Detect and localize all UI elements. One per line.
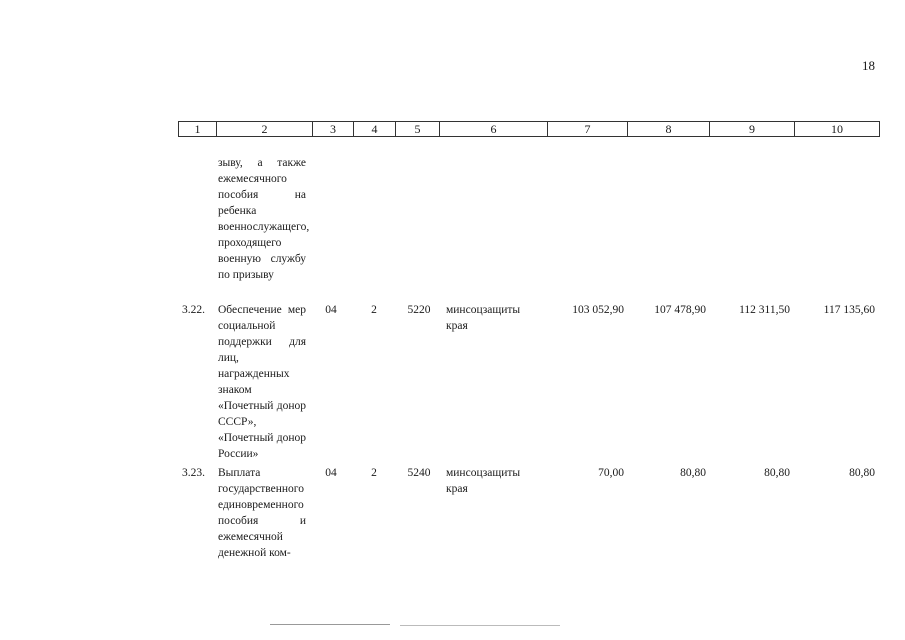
header-cell: 4 bbox=[354, 122, 396, 136]
row-col8: 107 478,90 bbox=[654, 304, 706, 316]
row-col5: 5240 bbox=[407, 467, 431, 479]
row-col5: 5220 bbox=[407, 304, 431, 316]
row-description: Выплата государственного единовременного пособия и ежемесячной денежной ком- bbox=[218, 467, 306, 559]
row-col7: 103 052,90 bbox=[572, 304, 624, 316]
row-col7: 70,00 bbox=[598, 467, 624, 479]
row-col8: 80,80 bbox=[680, 467, 706, 479]
row-description: Обеспечение мер социальной поддержки для лиц, награжденных знаком «Почетный донор СССР», «Почетный донор России» bbox=[218, 304, 306, 460]
header-cell: 7 bbox=[548, 122, 628, 136]
row-col9: 80,80 bbox=[764, 467, 790, 479]
row-col10: 80,80 bbox=[849, 467, 875, 479]
row-col3: 04 bbox=[325, 467, 337, 479]
header-cell: 5 bbox=[396, 122, 440, 136]
row-number: 3.23. bbox=[182, 467, 205, 479]
scan-artifact bbox=[400, 625, 560, 626]
row-col6: минсоцзащиты края bbox=[446, 304, 521, 332]
scan-artifact bbox=[270, 624, 390, 625]
continuation-description: зыву, а также ежемесячного пособия на ребенка военнослужащего, проходящего военную службу по призыву bbox=[218, 157, 310, 281]
row-col6: минсоцзащиты края bbox=[446, 467, 521, 495]
header-cell: 8 bbox=[628, 122, 710, 136]
header-cell: 3 bbox=[313, 122, 354, 136]
header-cell: 10 bbox=[831, 122, 843, 136]
row-col3: 04 bbox=[325, 304, 337, 316]
row-col4: 2 bbox=[371, 304, 377, 316]
row-col4: 2 bbox=[371, 467, 377, 479]
row-col9: 112 311,50 bbox=[739, 304, 790, 316]
row-number: 3.22. bbox=[182, 304, 205, 316]
page-number: 18 bbox=[862, 58, 875, 73]
header-cell: 9 bbox=[710, 122, 795, 136]
row-col10: 117 135,60 bbox=[823, 304, 875, 316]
header-cell: 6 bbox=[440, 122, 548, 136]
header-cell: 2 bbox=[217, 122, 313, 136]
header-cell: 1 bbox=[179, 122, 217, 136]
table-header-row bbox=[178, 121, 880, 137]
